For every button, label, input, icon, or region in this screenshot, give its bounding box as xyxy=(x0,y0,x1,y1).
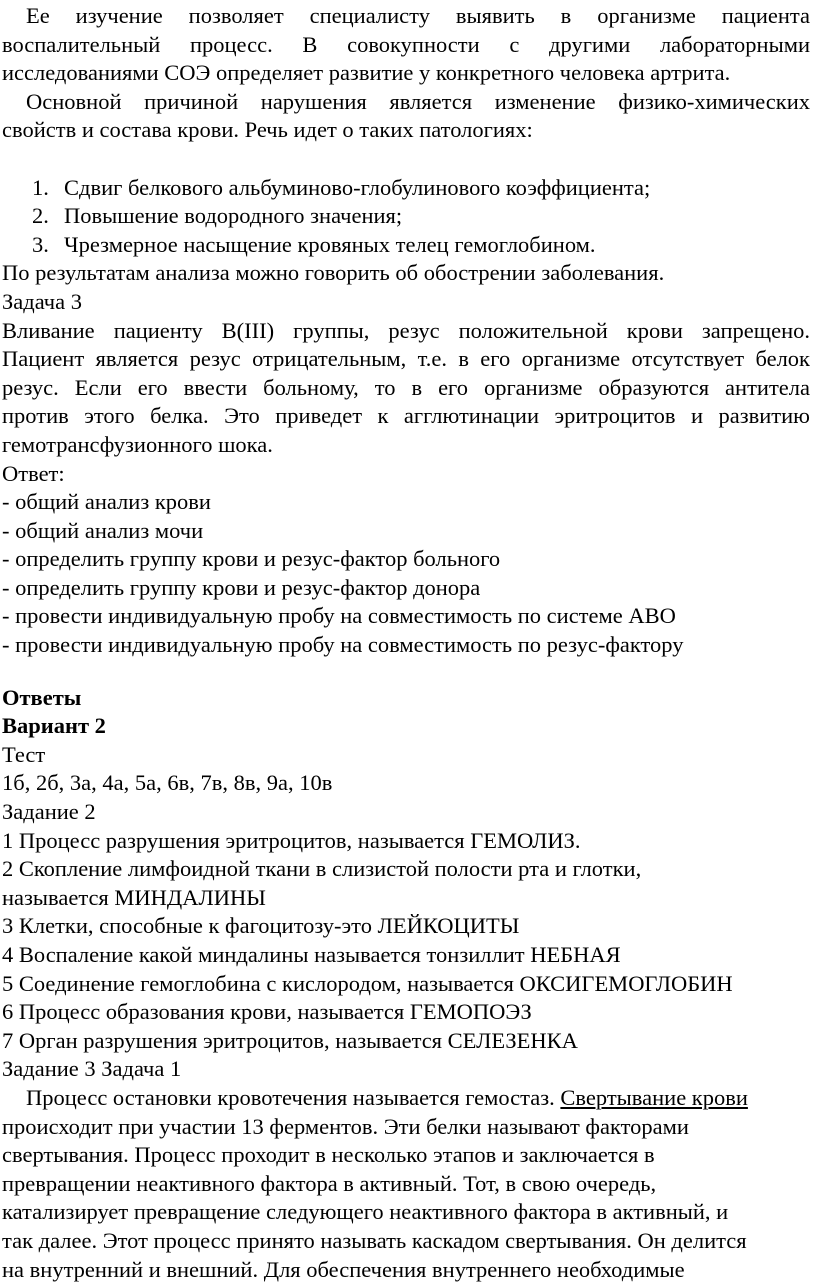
list-item xyxy=(2,202,810,231)
task2-item: 4 Воспаление какой миндалины называется тонзиллит НЕБНАЯ xyxy=(2,942,621,967)
list-text: Чрезмерное насыщение кровяных телец гемоглобином. xyxy=(64,231,596,257)
paragraph-line: катализирует превращение следующего неактивного фактора в активный, и xyxy=(2,1199,729,1225)
paragraph-text: Процесс остановки кровотечения называется гемостаз. xyxy=(26,1084,561,1110)
paragraph-line: исследованиями СОЭ определяет развитие у конкретного человека артрита. xyxy=(2,60,731,86)
task2-item: 2 Скопление лимфоидной ткани в слизистой полости рта и глотки, xyxy=(2,856,642,882)
list-number: 2. xyxy=(32,203,49,229)
list-number: 1. xyxy=(32,174,49,200)
paragraph-line: против этого белка. Это приведет к агглютинации эритроцитов и развитию xyxy=(2,403,810,429)
paragraph-line: резус. Если его ввести больному, то в его организме образуются антитела xyxy=(2,374,810,400)
spacer xyxy=(2,145,810,174)
answer-item: - общий анализ мочи xyxy=(2,517,204,543)
paragraph-line xyxy=(2,1084,810,1113)
section-title: Задание 2 xyxy=(2,799,96,825)
paragraph-line: Вливание пациенту В(III) группы, резус положительной крови запрещено. xyxy=(2,317,810,343)
answer-item: - провести индивидуальную пробу на совместимость по системе АВО xyxy=(2,603,676,629)
paragraph-line: свойств и состава крови. Речь идет о таких патологиях: xyxy=(2,117,533,143)
answer-item: - общий анализ крови xyxy=(2,489,211,515)
paragraph-line: По результатам анализа можно говорить об обострении заболевания. xyxy=(2,260,665,286)
paragraph-line: Пациент является резус отрицательным, т.е. в его организме отсутствует белок xyxy=(2,346,810,372)
answer-item: - провести индивидуальную пробу на совместимость по резус-фактору xyxy=(2,632,684,658)
paragraph-line: так далее. Этот процесс принято называть каскадом свертывания. Он делится xyxy=(2,1227,747,1253)
task2-item: 3 Клетки, способные к фагоцитозу-это ЛЕЙКОЦИТЫ xyxy=(2,913,520,939)
paragraph-line: свертывания. Процесс проходит в несколько этапов и заключается в xyxy=(2,1142,655,1168)
task2-item: 6 Процесс образования крови, называется ГЕМОПОЭЗ xyxy=(2,999,532,1025)
answer-title: Ответ: xyxy=(2,460,65,486)
spacer xyxy=(2,660,810,684)
answers-heading: Ответы xyxy=(2,684,82,710)
task2-item: называется МИНДАЛИНЫ xyxy=(2,884,266,910)
section-title: Задача 3 xyxy=(2,288,82,314)
task2-item: 7 Орган разрушения эритроцитов, называется СЕЛЕЗЕНКА xyxy=(2,1027,578,1053)
paragraph-line: Основной причиной нарушения является изменение физико-химических xyxy=(26,88,810,114)
paragraph-line: Ее изучение позволяет специалисту выявить в организме пациента xyxy=(26,3,810,28)
paragraph-line: гемотрансфузионного шока. xyxy=(2,431,273,457)
test-answers: 1б, 2б, 3а, 4а, 5а, 6в, 7в, 8в, 9а, 10в xyxy=(2,770,333,796)
list-text: Повышение водородного значения; xyxy=(64,203,403,229)
answer-item: - определить группу крови и резус-фактор больного xyxy=(2,546,501,572)
paragraph-line: воспалительный процесс. В совокупности с другими лабораторными xyxy=(2,31,810,57)
task2-item: 1 Процесс разрушения эритроцитов, называется ГЕМОЛИЗ. xyxy=(2,827,581,853)
variant-heading: Вариант 2 xyxy=(2,713,106,739)
list-text: Сдвиг белкового альбуминово-глобулинового коэффициента; xyxy=(64,174,651,200)
task2-item: 5 Соединение гемоглобина с кислородом, называется ОКСИГЕМОГЛОБИН xyxy=(2,970,733,996)
underlined-term: Свертывание крови xyxy=(560,1084,748,1110)
section-title: Задание 3 Задача 1 xyxy=(2,1056,182,1082)
answer-item: - определить группу крови и резус-фактор донора xyxy=(2,574,481,600)
list-number: 3. xyxy=(32,231,49,257)
paragraph-line: на внутренний и внешний. Для обеспечения внутреннего необходимые xyxy=(2,1256,685,1282)
test-label: Тест xyxy=(2,741,46,767)
paragraph-line: превращении неактивного фактора в активный. Тот, в свою очередь, xyxy=(2,1170,657,1196)
list-item xyxy=(2,174,810,203)
list-item xyxy=(2,231,810,260)
paragraph-line: происходит при участии 13 ферментов. Эти белки называют факторами xyxy=(2,1113,689,1139)
